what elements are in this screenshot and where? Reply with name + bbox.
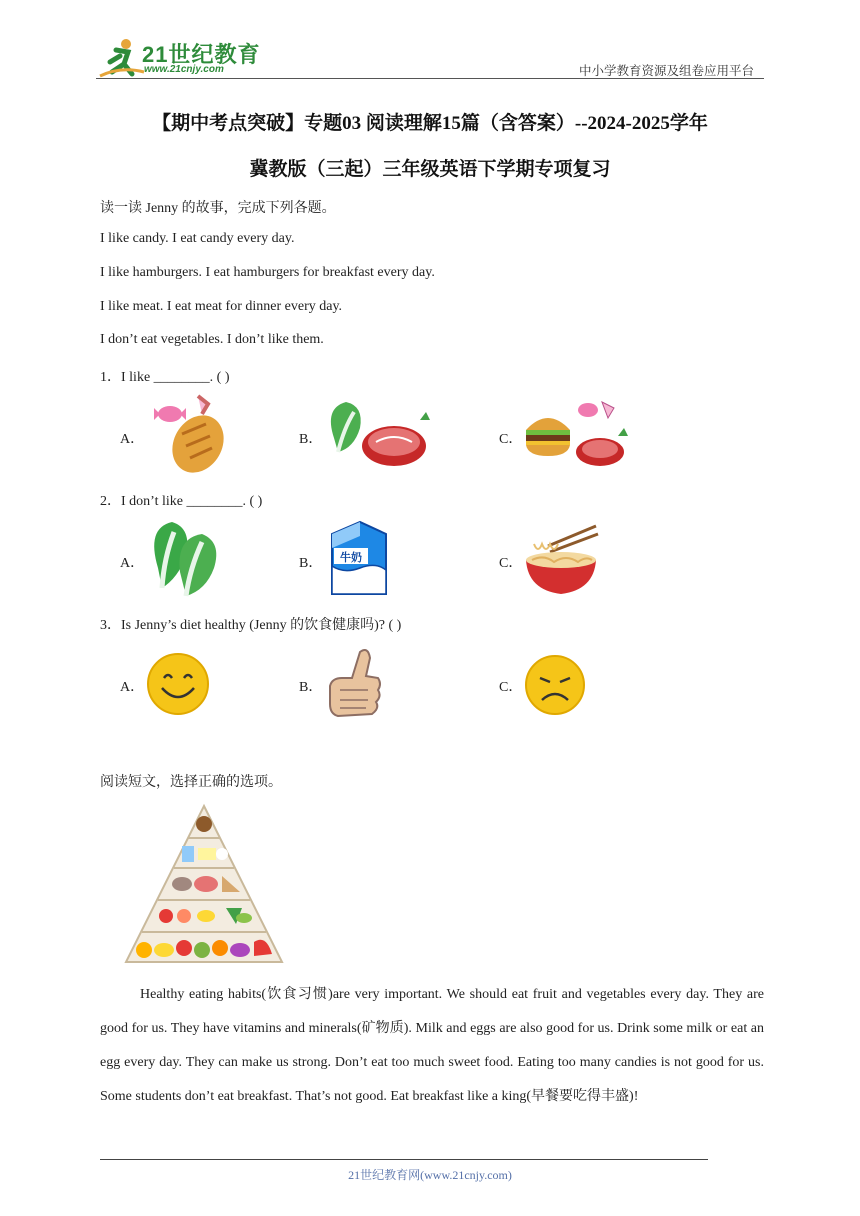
- passage1-line: I like candy. I eat candy every day.: [100, 231, 295, 246]
- question2-stem: 2．I don’t like ________. ( ): [100, 494, 263, 509]
- passage1-instruction: 读一读 Jenny 的故事，完成下列各题。: [100, 201, 336, 216]
- page-title-line2: 冀教版（三起）三年级英语下学期专项复习: [249, 159, 611, 180]
- header-platform-text: 中小学教育资源及组卷应用平台: [578, 64, 754, 78]
- footer-text: 21世纪教育网(www.21cnjy.com): [348, 1168, 512, 1182]
- passage1-line: I don’t eat vegetables. I don’t like them.: [100, 332, 324, 347]
- q1-option-c-label[interactable]: C．: [499, 432, 523, 447]
- q3-option-b-label[interactable]: B．: [299, 680, 323, 695]
- hamburger-candy-meat-icon: [524, 396, 628, 472]
- candy-bread-icon: [146, 394, 230, 476]
- food-pyramid-icon: [122, 802, 286, 966]
- logo-url: www.21cnjy.com: [144, 64, 224, 75]
- q3-option-a-label[interactable]: A．: [120, 680, 145, 695]
- page-title-line1: 【期中考点突破】专题03 阅读理解15篇（含答案）--2024-2025学年: [152, 113, 708, 134]
- passage1-line: I like meat. I eat meat for dinner every day.: [100, 299, 343, 314]
- q2-option-b-label[interactable]: B．: [299, 556, 323, 571]
- q2-option-c-label[interactable]: C．: [499, 556, 523, 571]
- smiley-face-icon: [146, 652, 210, 716]
- passage2-instruction: 阅读短文，选择正确的选项。: [100, 775, 282, 790]
- passage1-line: I like hamburgers. I eat hamburgers for breakfast every day.: [100, 265, 435, 280]
- q3-option-c-label[interactable]: C．: [499, 680, 523, 695]
- logo-text: 21世纪教育: [142, 42, 261, 67]
- vegetable-icon: [146, 518, 224, 600]
- q2-option-a-label[interactable]: A．: [120, 556, 145, 571]
- vegetable-meat-icon: [324, 398, 436, 472]
- milk-label-text: 牛奶: [340, 551, 362, 564]
- footer-divider: [100, 1159, 708, 1160]
- runner-logo-icon: [96, 36, 146, 80]
- q1-option-b-label[interactable]: B．: [299, 432, 323, 447]
- passage2-paragraph: Healthy eating habits(饮食习惯)are very important. We should eat fruit and vegetables every day. They are good for us. They have vitamins and minerals(矿物质). Milk and eggs are also good for us. Drink some milk or eat an egg every day. They can make us strong. Don’t eat too much sweet food. Eating too many candies is not good for us. Some students don’t eat breakfast. That’s not good. Eat breakfast like a king(早餐要吃得丰盛)!: [100, 987, 764, 1104]
- question1-stem: 1．I like ________. ( ): [100, 370, 230, 385]
- q1-option-a-label[interactable]: A．: [120, 432, 145, 447]
- header-divider: [96, 78, 764, 79]
- question3-stem: 3．Is Jenny’s diet healthy (Jenny 的饮食健康吗)? ( ): [100, 618, 402, 633]
- thumbs-up-icon: [324, 644, 384, 724]
- sad-face-icon: [524, 654, 586, 716]
- milk-carton-icon: [324, 518, 394, 598]
- noodle-bowl-icon: [524, 520, 600, 598]
